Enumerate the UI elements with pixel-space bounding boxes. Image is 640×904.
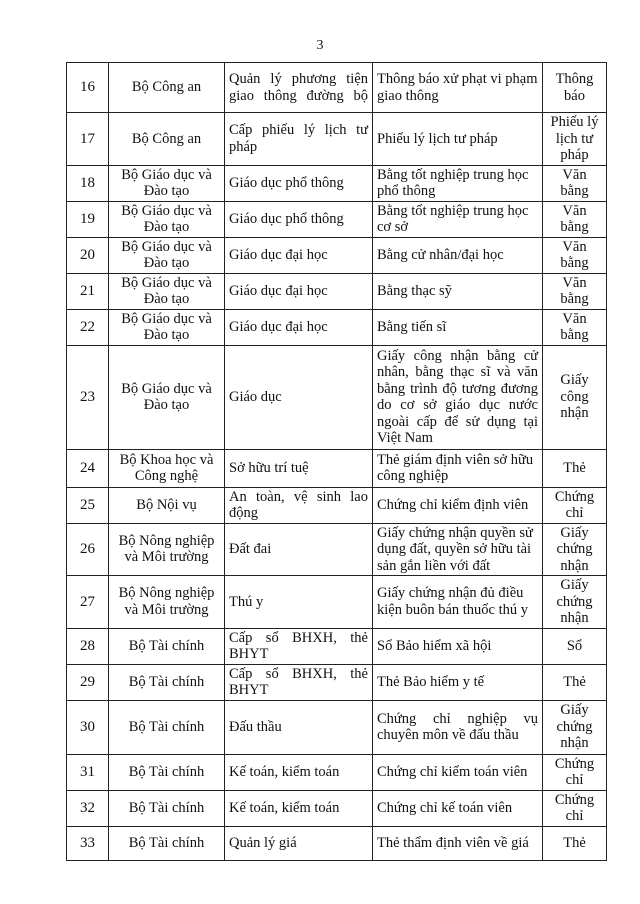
field-cell: Đấu thầu xyxy=(225,700,373,754)
document-type-cell: Thẻ xyxy=(543,826,607,860)
document-type-cell: Văn bằng xyxy=(543,165,607,201)
agency-cell: Bộ Tài chính xyxy=(109,826,225,860)
document-type-cell: Thông báo xyxy=(543,63,607,113)
document-cell: Bằng tốt nghiệp trung học cơ sở xyxy=(373,201,543,237)
document-table xyxy=(66,62,607,861)
document-type-cell: Văn bằng xyxy=(543,201,607,237)
table-row xyxy=(67,273,607,309)
table-row xyxy=(67,754,607,790)
field-cell: Kế toán, kiểm toán xyxy=(225,754,373,790)
table-row xyxy=(67,201,607,237)
document-cell: Sổ Bảo hiểm xã hội xyxy=(373,628,543,664)
field-cell: Quản lý phương tiện giao thông đường bộ xyxy=(225,63,373,113)
row-number-cell: 27 xyxy=(67,576,109,629)
field-cell: Kế toán, kiểm toán xyxy=(225,790,373,826)
document-cell: Chứng chỉ kế toán viên xyxy=(373,790,543,826)
field-cell: Sở hữu trí tuệ xyxy=(225,449,373,487)
document-cell: Chứng chỉ kiểm định viên xyxy=(373,487,543,523)
row-number-cell: 23 xyxy=(67,345,109,449)
table-row xyxy=(67,309,607,345)
table-row xyxy=(67,826,607,860)
agency-cell: Bộ Tài chính xyxy=(109,754,225,790)
row-number-cell: 30 xyxy=(67,700,109,754)
row-number-cell: 26 xyxy=(67,523,109,576)
agency-cell: Bộ Giáo dục và Đào tạo xyxy=(109,201,225,237)
row-number-cell: 16 xyxy=(67,63,109,113)
document-cell: Chứng chỉ nghiệp vụ chuyên môn về đấu thầu xyxy=(373,700,543,754)
agency-cell: Bộ Tài chính xyxy=(109,790,225,826)
row-number-cell: 18 xyxy=(67,165,109,201)
document-type-cell: Giấy chứng nhận xyxy=(543,523,607,576)
document-type-cell: Chứng chỉ xyxy=(543,754,607,790)
agency-cell: Bộ Tài chính xyxy=(109,700,225,754)
table-row xyxy=(67,628,607,664)
table-row xyxy=(67,345,607,449)
row-number-cell: 21 xyxy=(67,273,109,309)
document-type-cell: Chứng chỉ xyxy=(543,487,607,523)
field-cell: Cấp sổ BHXH, thẻ BHYT xyxy=(225,664,373,700)
row-number-cell: 24 xyxy=(67,449,109,487)
field-cell: Giáo dục đại học xyxy=(225,273,373,309)
document-cell: Bằng cử nhân/đại học xyxy=(373,237,543,273)
agency-cell: Bộ Nội vụ xyxy=(109,487,225,523)
document-cell: Giấy công nhận bằng cử nhân, bằng thạc sĩ và văn bằng trình độ tương đương do cơ sở giáo dục nước ngoài cấp để sử dụng tại Việt Nam xyxy=(373,345,543,449)
agency-cell: Bộ Giáo dục và Đào tạo xyxy=(109,165,225,201)
document-cell: Thẻ giám định viên sở hữu công nghiệp xyxy=(373,449,543,487)
agency-cell: Bộ Công an xyxy=(109,63,225,113)
field-cell: Giáo dục đại học xyxy=(225,309,373,345)
document-type-cell: Thẻ xyxy=(543,664,607,700)
document-cell: Bằng tiến sĩ xyxy=(373,309,543,345)
document-type-cell: Sổ xyxy=(543,628,607,664)
document-type-cell: Văn bằng xyxy=(543,273,607,309)
row-number-cell: 22 xyxy=(67,309,109,345)
row-number-cell: 20 xyxy=(67,237,109,273)
document-type-cell: Văn bằng xyxy=(543,237,607,273)
table-body xyxy=(67,63,607,861)
table-row xyxy=(67,63,607,113)
document-cell: Bằng tốt nghiệp trung học phổ thông xyxy=(373,165,543,201)
document-type-cell: Văn bằng xyxy=(543,309,607,345)
table-row xyxy=(67,237,607,273)
agency-cell: Bộ Giáo dục và Đào tạo xyxy=(109,345,225,449)
agency-cell: Bộ Giáo dục và Đào tạo xyxy=(109,273,225,309)
document-cell: Chứng chỉ kiểm toán viên xyxy=(373,754,543,790)
table-row xyxy=(67,449,607,487)
table-row xyxy=(67,790,607,826)
document-type-cell: Chứng chỉ xyxy=(543,790,607,826)
table-row xyxy=(67,664,607,700)
field-cell: Giáo dục xyxy=(225,345,373,449)
field-cell: Đất đai xyxy=(225,523,373,576)
agency-cell: Bộ Công an xyxy=(109,113,225,166)
row-number-cell: 19 xyxy=(67,201,109,237)
row-number-cell: 29 xyxy=(67,664,109,700)
document-cell: Thông báo xử phạt vi phạm giao thông xyxy=(373,63,543,113)
document-type-cell: Thẻ xyxy=(543,449,607,487)
agency-cell: Bộ Nông nghiệp và Môi trường xyxy=(109,523,225,576)
field-cell: Thú y xyxy=(225,576,373,629)
field-cell: Cấp sổ BHXH, thẻ BHYT xyxy=(225,628,373,664)
document-cell: Giấy chứng nhận đủ điều kiện buôn bán thuốc thú y xyxy=(373,576,543,629)
document-cell: Thẻ thẩm định viên về giá xyxy=(373,826,543,860)
row-number-cell: 33 xyxy=(67,826,109,860)
row-number-cell: 32 xyxy=(67,790,109,826)
field-cell: Giáo dục phổ thông xyxy=(225,201,373,237)
document-cell: Thẻ Bảo hiểm y tế xyxy=(373,664,543,700)
table-row xyxy=(67,576,607,629)
document-type-cell: Giấy chứng nhận xyxy=(543,700,607,754)
page-number: 3 xyxy=(316,38,324,53)
agency-cell: Bộ Tài chính xyxy=(109,628,225,664)
document-type-cell: Giấy chứng nhận xyxy=(543,576,607,629)
field-cell: An toàn, vệ sinh lao động xyxy=(225,487,373,523)
field-cell: Quản lý giá xyxy=(225,826,373,860)
document-cell: Giấy chứng nhận quyền sử dụng đất, quyền sở hữu tài sản gắn liền với đất xyxy=(373,523,543,576)
row-number-cell: 28 xyxy=(67,628,109,664)
document-type-cell: Giấy công nhận xyxy=(543,345,607,449)
agency-cell: Bộ Nông nghiệp và Môi trường xyxy=(109,576,225,629)
agency-cell: Bộ Tài chính xyxy=(109,664,225,700)
document-type-cell: Phiếu lý lịch tư pháp xyxy=(543,113,607,166)
row-number-cell: 17 xyxy=(67,113,109,166)
agency-cell: Bộ Giáo dục và Đào tạo xyxy=(109,309,225,345)
row-number-cell: 25 xyxy=(67,487,109,523)
field-cell: Cấp phiếu lý lịch tư pháp xyxy=(225,113,373,166)
table-row xyxy=(67,523,607,576)
document-cell: Bằng thạc sỹ xyxy=(373,273,543,309)
agency-cell: Bộ Khoa học và Công nghệ xyxy=(109,449,225,487)
table-row xyxy=(67,700,607,754)
field-cell: Giáo dục đại học xyxy=(225,237,373,273)
table-row xyxy=(67,113,607,166)
table-row xyxy=(67,487,607,523)
row-number-cell: 31 xyxy=(67,754,109,790)
table-row xyxy=(67,165,607,201)
field-cell: Giáo dục phổ thông xyxy=(225,165,373,201)
document-cell: Phiếu lý lịch tư pháp xyxy=(373,113,543,166)
agency-cell: Bộ Giáo dục và Đào tạo xyxy=(109,237,225,273)
